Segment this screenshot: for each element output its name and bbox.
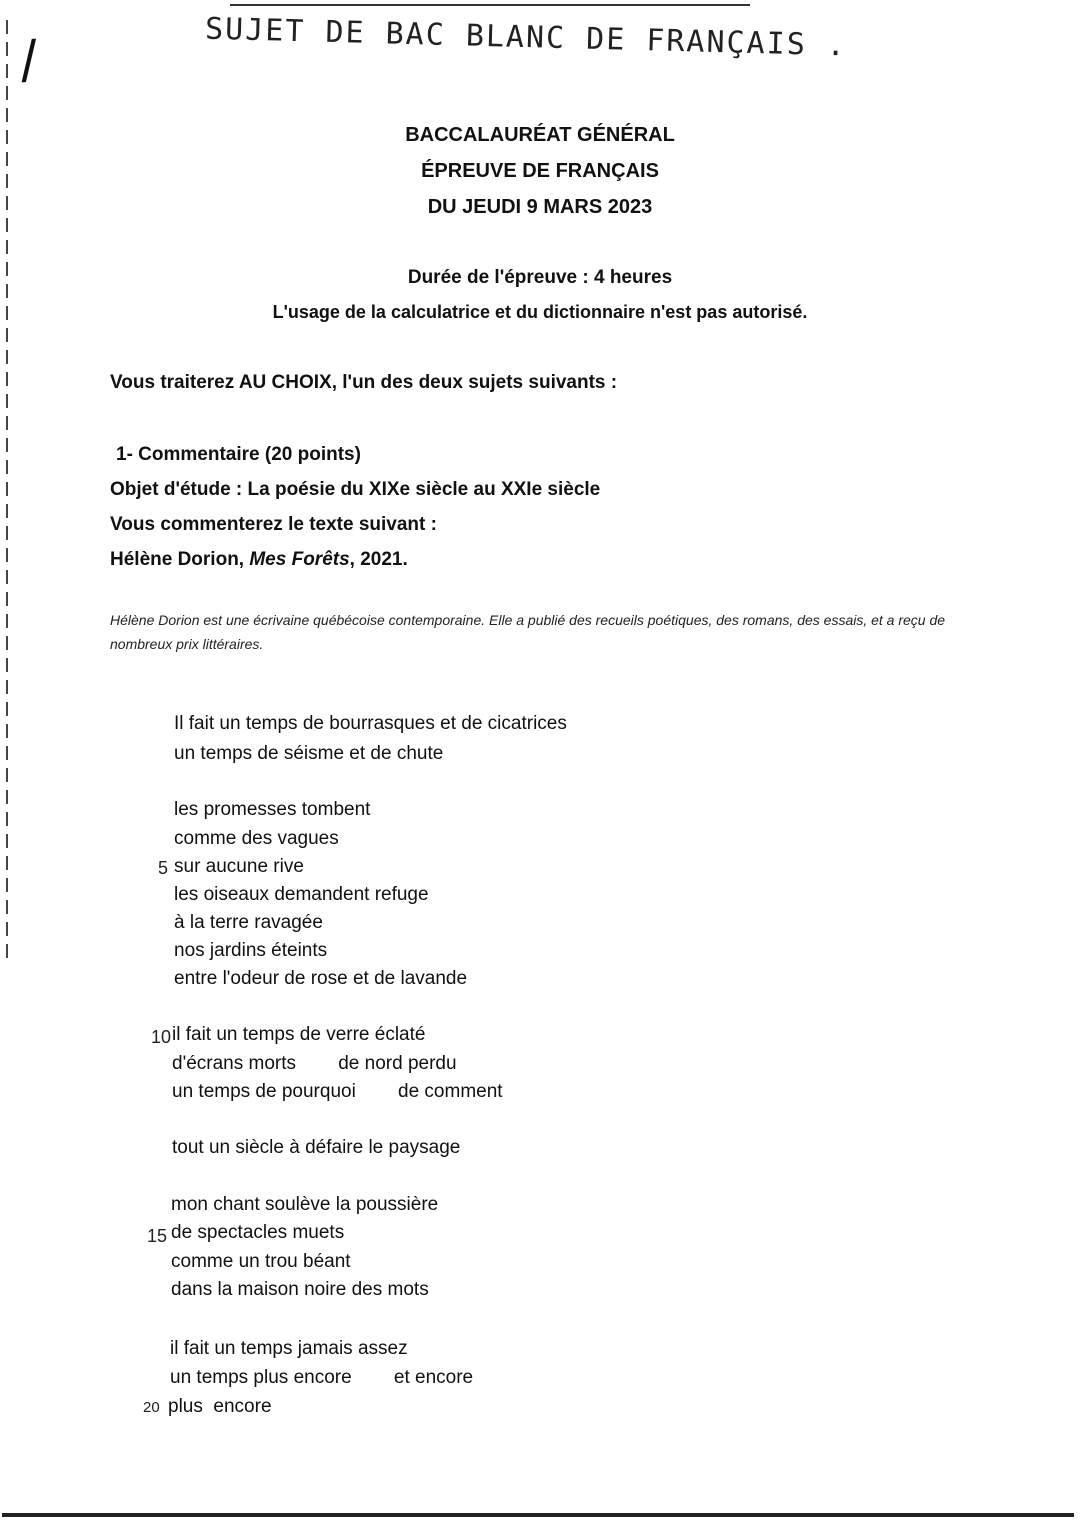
source-reference	[110, 549, 408, 571]
handwritten-title: SUJET DE BAC BLANC DE FRANÇAIS .	[204, 11, 848, 64]
poem-line: plus encore	[168, 1396, 272, 1417]
author-bio: Hélène Dorion est une écrivaine québécoise contemporaine. Elle a publié des recueils poétiques, des romans, des essais, et a reçu de nombreux prix littéraires.	[110, 612, 946, 652]
exam-rules: L'usage de la calculatrice et du dictionnaire n'est pas autorisé.	[272, 302, 808, 322]
line-number-10: 10	[151, 1027, 172, 1047]
poem-line: comme des vagues	[174, 828, 339, 849]
poem-line: un temps plus encore et encore	[170, 1367, 474, 1388]
poem-line: d'écrans morts de nord perdu	[172, 1053, 457, 1074]
instructions: Vous traiterez AU CHOIX, l'un des deux sujets suivants :	[110, 372, 618, 393]
poem-line: mon chant soulève la poussière	[171, 1194, 439, 1215]
consigne: Vous commenterez le texte suivant :	[110, 514, 437, 535]
poem-line: nos jardins éteints	[174, 940, 328, 961]
exam-title: BACCALAURÉAT GÉNÉRAL	[405, 124, 675, 146]
top-rule	[230, 4, 750, 6]
poem-line: un temps de séisme et de chute	[174, 743, 444, 764]
exam-date: DU JEUDI 9 MARS 2023	[427, 196, 653, 218]
publication-year: , 2021.	[349, 549, 408, 570]
poem-line: de spectacles muets	[171, 1222, 345, 1243]
exam-duration: Durée de l'épreuve : 4 heures	[407, 267, 673, 288]
bottom-rule	[2, 1513, 1074, 1517]
objet-etude: Objet d'étude : La poésie du XIXe siècle au XXIe siècle	[110, 479, 601, 500]
poem-line: sur aucune rive	[174, 856, 304, 877]
poem-line: à la terre ravagée	[174, 912, 323, 933]
poem-line: dans la maison noire des mots	[171, 1279, 429, 1300]
poem-line: Il fait un temps de bourrasques et de cicatrices	[174, 713, 567, 734]
handwritten-slash: /	[17, 29, 40, 91]
line-number-15: 15	[147, 1226, 168, 1246]
poem-line: un temps de pourquoi de comment	[172, 1081, 503, 1102]
poem-line: tout un siècle à défaire le paysage	[172, 1137, 461, 1158]
section-title: 1- Commentaire (20 points)	[116, 444, 361, 465]
poem-line: les oiseaux demandent refuge	[174, 884, 429, 905]
line-number-20: 20	[143, 1399, 160, 1416]
author-name: Hélène Dorion,	[110, 549, 245, 570]
book-title: Mes Forêts	[249, 549, 350, 570]
poem-line: il fait un temps de verre éclaté	[172, 1024, 426, 1045]
poem-line: les promesses tombent	[174, 799, 371, 820]
poem-line: entre l'odeur de rose et de lavande	[174, 968, 468, 989]
poem-line: il fait un temps jamais assez	[170, 1338, 408, 1359]
poem-line: comme un trou béant	[171, 1251, 351, 1272]
exam-subject: ÉPREUVE DE FRANÇAIS	[421, 160, 659, 182]
line-number-5: 5	[158, 858, 169, 878]
